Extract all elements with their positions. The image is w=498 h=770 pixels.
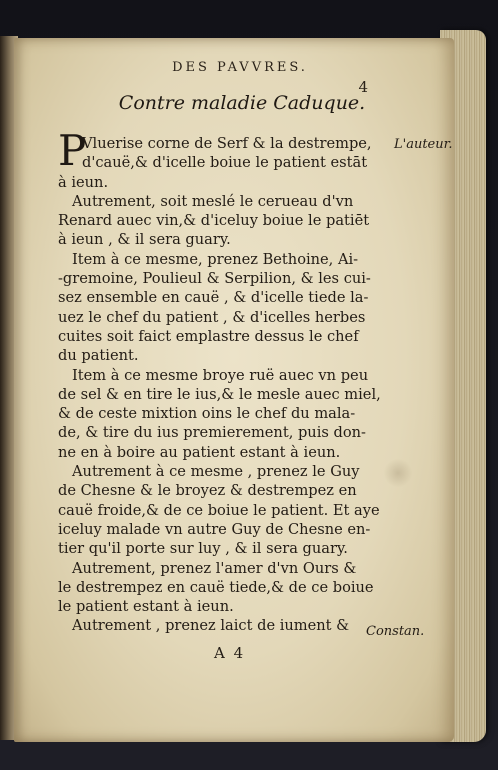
text-line: du patient. [58, 347, 139, 365]
section-title: Contre maladie Caduque. [118, 92, 366, 114]
text-line: Autrement , prenez laict de iument & [72, 617, 350, 635]
text-line: sez ensemble en cauë , & d'icelle tiede la- [58, 289, 369, 307]
printer-signature: A 4 [214, 644, 246, 662]
drop-cap: P [58, 126, 87, 175]
margin-note-constan: Constan. [366, 624, 425, 639]
running-head: DES PAVVRES. [172, 60, 308, 75]
text-line: -gremoine, Poulieul & Serpilion, & les cui- [58, 270, 371, 288]
text-line: cuites soit faict emplastre dessus le chef [58, 327, 359, 345]
text-line: le patient estant à ieun. [58, 598, 234, 616]
page-number: 4 [358, 78, 368, 96]
text-line: & de ceste mixtion oins le chef du mala- [58, 405, 356, 423]
text-line: Renard auec vin,& d'iceluy boiue le patiēt [58, 212, 370, 230]
body-text [58, 134, 418, 636]
text-line: à ieun. [58, 173, 109, 191]
text-line: ne en à boire au patient estant à ieun. [58, 443, 341, 461]
text-line: d'cauë,& d'icelle boiue le patient estāt [82, 154, 368, 172]
text-line: de, & tire du ius premierement, puis don- [58, 424, 366, 442]
text-line: cauë froide,& de ce boiue le patient. Et aye [58, 501, 380, 519]
text-line: Autrement, prenez l'amer d'vn Ours & [72, 559, 357, 577]
text-line: Autrement à ce mesme , prenez le Guy [72, 463, 360, 481]
text-line: de Chesne & le broyez & destrempez en [58, 482, 357, 500]
text-line: Item à ce mesme broye ruë auec vn peu [72, 366, 369, 384]
text-line: uez le chef du patient , & d'icelles herbes [58, 308, 366, 326]
paper-stain [384, 458, 412, 488]
text-line: Autrement, soit meslé le cerueau d'vn [72, 192, 354, 210]
text-line: de sel & en tire le ius,& le mesle auec miel, [58, 385, 381, 403]
text-line: le destrempez en cauë tiede,& de ce boiue [58, 578, 374, 596]
margin-note-auteur: L'auteur. [394, 137, 453, 152]
book-page [14, 38, 454, 742]
text-line: iceluy malade vn autre Guy de Chesne en- [58, 520, 371, 538]
text-line: Vluerise corne de Serf & la destrempe, [82, 135, 372, 152]
text-line: Item à ce mesme, prenez Bethoine, Ai- [72, 250, 359, 268]
text-line: tier qu'il porte sur luy , & il sera guary. [58, 540, 348, 558]
text-line: à ieun , & il sera guary. [58, 231, 231, 249]
